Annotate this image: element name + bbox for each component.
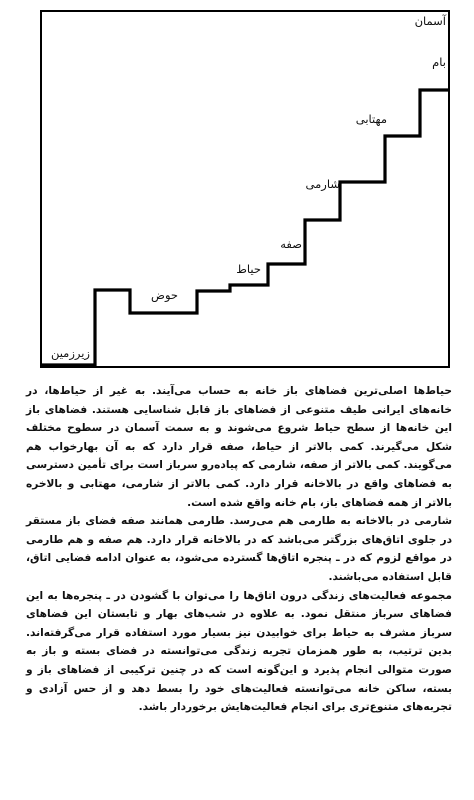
paragraph-2: شارمی در بالاخانه به طارمی هم می‌رسد. طارمی همانند صفه فضای باز مستقر در جلوی اتاق‌های بزرگتر می‌باشد که در بالاخانه قرار دارد. هم صفه و هم طارمی در مواقع لزوم که در ـ پنجره اتاق‌ها گسترده می‌شود، به عنوان ادامه فضایی اتاق، قابل استفاده می‌باشند. (26, 515, 452, 583)
body-text (26, 382, 452, 717)
paragraph-1: حیاط‌ها اصلی‌ترین فضاهای باز خانه به حساب می‌آیند. به غیر از حیاط‌ها، در خانه‌های ایرانی طیف متنوعی از فضاهای باز قابل شناسایی هستند. فضاهای باز این خانه‌ها از سطح حیاط شروع می‌شوند و به سمت آسمان در سطوح مختلف شکل می‌گیرند. کمی بالاتر از حیاط، صفه قرار دارد که به آن بهارخواب هم می‌گویند. کمی بالاتر از صفه، شارمی که پیاده‌رو سرباز است برای تأمین دسترسی به فضاهای واقع در بالاخانه قرار دارد. کمی بالاتر از شارمی، مهتابی و بالاخره بالاتر از همه فضاهای باز، بام خانه واقع شده است. (26, 385, 452, 509)
label-roof: بام (432, 55, 446, 69)
label-soffe: صفه (280, 237, 302, 251)
label-mahtabi: مهتابی (355, 112, 387, 126)
label-howz: حوض (151, 288, 178, 302)
label-basement: زیرزمین (50, 346, 90, 360)
paragraph-3: مجموعه فعالیت‌های زندگی درون اتاق‌ها را می‌توان با گشودن در ـ پنجره‌ها به این فضاهای سرباز منتقل نمود. به علاوه در شب‌های بهار و تابستان این فضاهای سرباز مشرف به حیاط برای خوابیدن نیز بسیار مورد استفاده قرار می‌گرفته‌اند. بدین ترتیب، به طور همزمان تجربه زندگی می‌توانسته در فضای بسته و باز به صورت متوالی انجام پذیرد و این‌گونه است که در چنین ترکیبی از فضاهای باز و بسته، ساکن خانه می‌توانسته فعالیت‌های خود را بسط دهد و از حس آزادی و تجربه‌های متنوع‌تری برای انجام فعالیت‌هایش برخوردار باشد. (26, 589, 452, 714)
label-shahnishin: شارمی (305, 177, 340, 191)
label-hayat: حیاط (236, 262, 261, 276)
label-sky: آسمان (414, 14, 446, 28)
